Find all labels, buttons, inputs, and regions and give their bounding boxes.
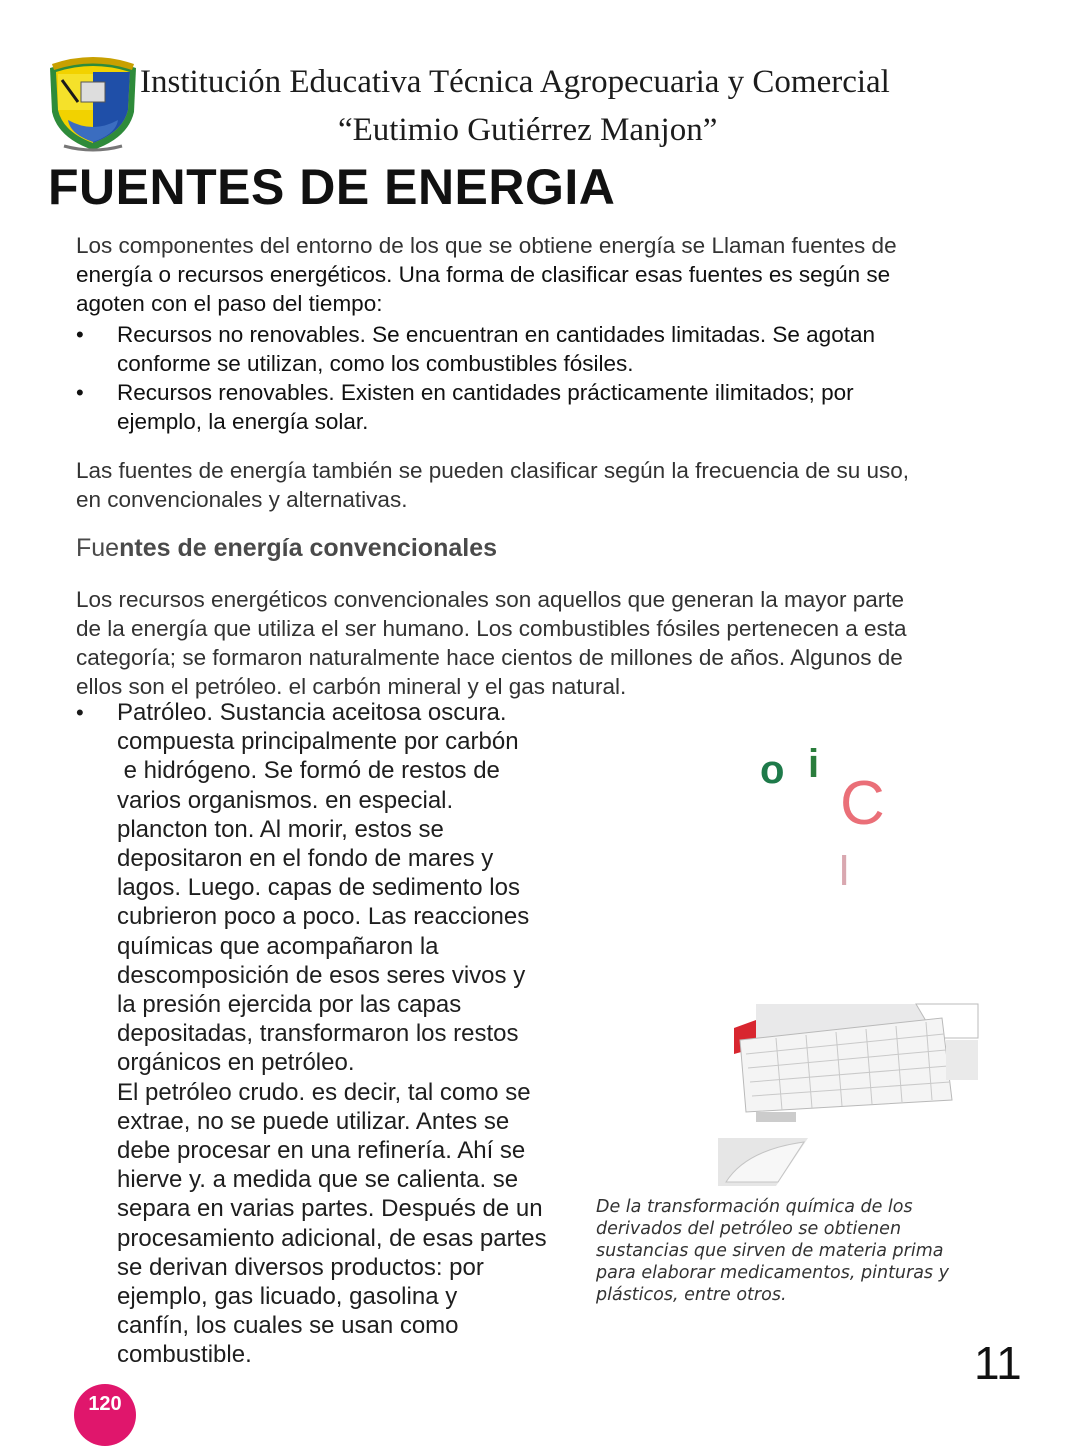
petroleum-line: combustible.	[117, 1341, 252, 1369]
conventional-line: de la energía que utiliza el ser humano. Los combustibles fósiles pertenecen a esta	[76, 616, 907, 641]
caption-line: derivados del petróleo se obtienen	[596, 1219, 902, 1239]
petroleum-line: ejemplo, gas licuado, gasolina y	[117, 1283, 458, 1311]
list-item	[76, 320, 956, 378]
bullet-icon: •	[76, 700, 84, 725]
keyboard-mouse-illustration	[716, 1000, 980, 1190]
caption-line: De la transformación química de los	[596, 1197, 913, 1217]
petroleum-line: cubrieron poco a poco. Las reacciones	[117, 903, 530, 931]
conventional-line: ellos son el petróleo. el carbón mineral y el gas natural.	[76, 674, 627, 699]
bullet-icon: •	[76, 380, 84, 405]
caption-line: para elaborar medicamentos, pinturas y	[596, 1263, 949, 1283]
petroleum-line: químicas que acompañaron la	[117, 932, 439, 960]
petroleum-line: separa en varias partes. Después de un	[117, 1195, 543, 1223]
petroleum-line: depositadas, transformaron los restos	[117, 1020, 519, 1048]
bullet-icon: •	[76, 322, 84, 347]
petroleum-line: varios organismos. en especial.	[117, 786, 454, 814]
petroleum-line: debe procesar en una refinería. Ahí se	[117, 1137, 526, 1165]
page-number: 11	[974, 1337, 1022, 1389]
conventional-line: Los recursos energéticos convencionales son aquellos que generan la mayor parte	[76, 587, 905, 612]
section-heading	[76, 534, 497, 563]
list-item-line: ejemplo, la energía solar.	[117, 409, 369, 434]
petroleum-line: lagos. Luego. capas de sedimento los	[117, 874, 520, 902]
petroleum-line: Patróleo. Sustancia aceitosa oscura.	[117, 699, 507, 726]
school-crest-icon	[44, 50, 142, 154]
petroleum-line: se derivan diversos productos: por	[117, 1253, 484, 1281]
petroleum-line: hierve y. a medida que se calienta. se	[117, 1166, 519, 1194]
section-heading-prefix: Fue	[76, 534, 120, 562]
petroleum-line: depositaron en el fondo de mares y	[117, 845, 494, 873]
classification-line: Las fuentes de energía también se pueden clasificar según la frecuencia de su uso,	[76, 458, 910, 483]
fragment-letter: i	[808, 742, 820, 786]
petroleum-line: extrae, no se puede utilizar. Antes se	[117, 1107, 510, 1135]
list-item-line: Recursos renovables. Existen en cantidades prácticamente ilimitados; por	[117, 380, 854, 405]
intro-line: Los componentes del entorno de los que se obtiene energía se Llaman fuentes de	[76, 233, 897, 258]
conventional-paragraph	[76, 585, 976, 701]
fragment-letter: C	[840, 769, 885, 838]
petroleum-line: descomposición de esos seres vivos y	[117, 961, 526, 989]
institution-subtitle: “Eutimio Gutiérrez Manjon”	[338, 112, 718, 148]
petroleum-line: orgánicos en petróleo.	[117, 1049, 355, 1077]
petroleum-line: la presión ejercida por las capas	[117, 991, 462, 1019]
section-heading-rest: ntes de energía convencionales	[119, 534, 498, 562]
institution-name: Institución Educativa Técnica Agropecuaria y Comercial	[140, 64, 890, 100]
petroleum-line: plancton ton. Al morir, estos se	[117, 815, 444, 843]
list-item-line: conforme se utilizan, como los combustibles fósiles.	[117, 351, 634, 376]
petroleum-line: compuesta principalmente por carbón	[117, 728, 519, 756]
petroleum-line: El petróleo crudo. es decir, tal como se	[117, 1078, 531, 1106]
petroleum-text	[117, 698, 547, 1370]
intro-paragraph	[76, 231, 976, 318]
classification-line: en convencionales y alternativas.	[76, 487, 408, 512]
caption-line: sustancias que sirven de materia prima	[596, 1241, 944, 1261]
petroleum-line: procesamiento adicional, de esas partes	[117, 1224, 547, 1252]
classification-paragraph	[76, 456, 976, 514]
intro-line: energía o recursos energéticos. Una forma de clasificar esas fuentes es según se	[76, 262, 891, 287]
energy-resource-list	[76, 320, 956, 436]
page-badge: 120	[74, 1384, 136, 1446]
image-caption	[596, 1196, 976, 1306]
intro-line: agoten con el paso del tiempo:	[76, 291, 383, 316]
page-title: FUENTES DE ENERGIA	[48, 159, 616, 215]
list-item	[76, 378, 956, 436]
conventional-line: categoría; se formaron naturalmente hace cientos de millones de años. Algunos de	[76, 645, 903, 670]
fragment-letter: I	[838, 846, 851, 895]
petroleum-line: canfín, los cuales se usan como	[117, 1312, 459, 1340]
caption-line: plásticos, entre otros.	[596, 1285, 787, 1305]
list-item-line: Recursos no renovables. Se encuentran en cantidades limitadas. Se agotan	[117, 322, 875, 347]
petroleum-line: e hidrógeno. Se formó de restos de	[117, 757, 500, 785]
fragment-letter: o	[760, 748, 785, 792]
